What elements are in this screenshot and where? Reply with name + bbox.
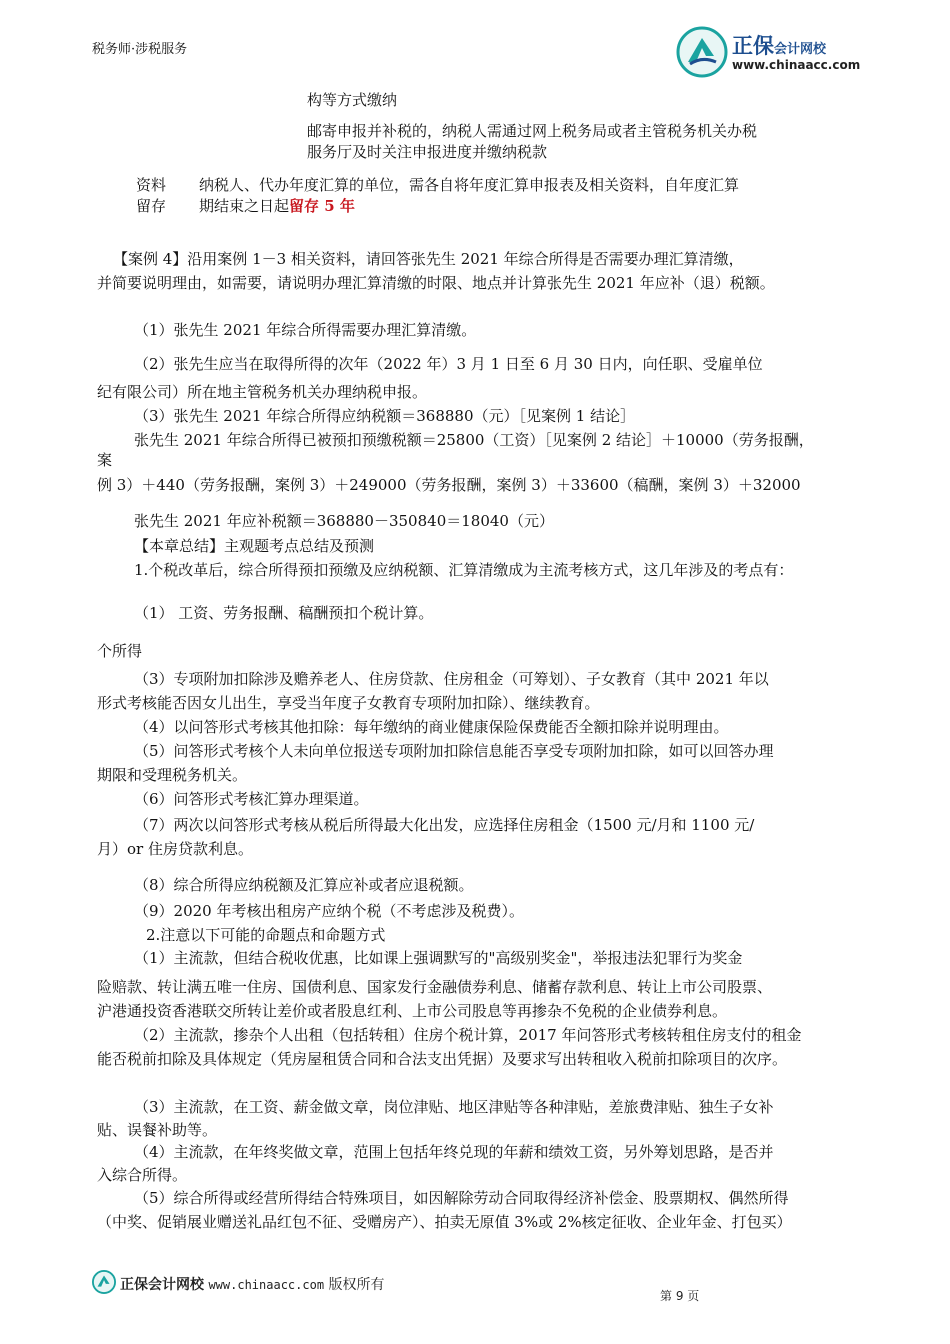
summary-2-5a: （5）综合所得或经营所得结合特殊项目，如因解除劳动合同取得经济补偿金、股票期权、偶然所得 <box>134 1189 789 1207</box>
table-row1-fragment <box>307 90 398 109</box>
summary-title: 【本章总结】主观题考点总结及预测 <box>134 537 375 555</box>
answer-2-fragment <box>134 354 763 373</box>
summary-2-2a: （2）主流款，掺杂个人出租（包括转租）住房个税计算，2017 年问答形式考核转租住房支付的租金 <box>134 1026 802 1044</box>
summary-point-1-7b: 月）or 住房贷款利息。 <box>97 840 253 858</box>
table-row2-line2-text: 服务厅及时关注申报进度并缴纳税款 <box>307 143 548 161</box>
summary-point-1-8: （8）综合所得应纳税额及汇算应补或者应退税额。 <box>134 876 474 894</box>
case-intro-line2: 并简要说明理由，如需要，请说明办理汇算清缴的时限、地点并计算张先生 2021 年应补（退）税额。 <box>97 274 775 292</box>
chinaacc-logo-icon <box>676 26 728 78</box>
summary-point-1-3-cont: 形式考核能否因女儿出生，享受当年度子女教育专项附加扣除）、继续教育。 <box>97 694 600 712</box>
case-intro-line1: 【案例 4】沿用案例 1－3 相关资料，请回答张先生 2021 年综合所得是否需要办理汇算清缴， <box>113 250 744 268</box>
summary-2-1-cont2: 沪港通投资香港联交所转让差价或者股息红利、上市公司股息等再掺杂不免税的企业债券利息。 <box>97 1002 728 1020</box>
summary-2-5b-fragment <box>97 1212 792 1231</box>
summary-point-1-5b: 期限和受理税务机关。 <box>97 766 248 784</box>
table-row3-label-2-fragment <box>136 196 167 215</box>
summary-point-1-1: （1） 工资、劳务报酬、稿酬预扣个税计算。 <box>134 604 434 622</box>
footer-brand: 正保会计网校 <box>120 1277 204 1293</box>
header-left-fragment <box>92 42 188 59</box>
summary-2-2b: 能否税前扣除及具体规定（凭房屋租赁合同和合法支出凭据）及要求写出转租收入税前扣除项目的次序。 <box>97 1050 788 1068</box>
summary-point-1-5a: （5）问答形式考核个人未向单位报送专项附加扣除信息能否享受专项附加扣除，如可以回答办理 <box>134 742 774 760</box>
summary-2-4a: （4）主流款，在年终奖做文章，范围上包括年终兑现的年薪和绩效工资，另外筹划思路，是否并 <box>134 1143 774 1161</box>
summary-2-1-cut-text: （1）主流款，但结合税收优惠，比如课上强调默写的"高级别奖金"，举报违法犯罪行为奖金 <box>134 949 743 967</box>
summary-2-5b-cut-text: （中奖、促销展业赠送礼品红包不征、受赠房产）、拍卖无原值 3%或 2%核定征收、企业年金、打包买） <box>97 1213 792 1231</box>
brand-url: www.chinaacc.com <box>732 58 861 72</box>
retention-start-text: 期结束之日起 <box>199 197 290 215</box>
table-row3-label-1: 资料 <box>136 176 167 194</box>
answer-2-cut-text: （2）张先生应当在取得所得的次年（2022 年）3 月 1 日至 6 月 30 日内，向任职、受雇单位 <box>134 355 763 373</box>
answer-2-cont: 纪有限公司）所在地主管税务机关办理纳税申报。 <box>97 383 428 401</box>
answer-3-case-wrap: 案 <box>97 451 113 469</box>
table-row3-line2-fragment <box>199 196 355 215</box>
summary-cut-text-b: （3）专项附加扣除涉及赡养老人、住房贷款、住房租金（可筹划）、子女教育（其中 2021 年以 <box>134 670 769 688</box>
answer-3-sum: 例 3）＋440（劳务报酬，案例 3）＋249000（劳务报酬，案例 3）＋33600（稿酬，案例 3）＋32000 <box>97 476 801 494</box>
table-row3-line1: 纳税人、代办年度汇算的单位，需各自将年度汇算申报表及相关资料，自年度汇算 <box>199 176 740 194</box>
header-left-text: 税务师·涉税服务 <box>92 42 188 57</box>
summary-point-1-4: （4）以问答形式考核其他扣除：每年缴纳的商业健康保险保费能否全额扣除并说明理由。 <box>134 718 729 736</box>
footer-page-number: 第 9 页 <box>660 1289 700 1303</box>
answer-3-prepaid: 张先生 2021 年综合所得已被预扣预缴税额＝25800（工资）［见案例 2 结论］＋10000（劳务报酬， <box>134 431 814 449</box>
footer-page-fragment <box>660 1288 700 1303</box>
brand-name: 正保 <box>732 34 774 58</box>
summary-cut-fragment-a <box>97 641 143 660</box>
summary-2-1-cont1: 险赔款、转让满五唯一住房、国债利息、国家发行金融债券利息、储蓄存款利息、转让上市公司股票、 <box>97 978 773 996</box>
brand-subname: 会计网校 <box>774 42 827 57</box>
table-row3-label-2: 留存 <box>136 197 167 215</box>
summary-point-2: 2.注意以下可能的命题点和命题方式 <box>146 926 386 944</box>
footer-rights: 版权所有 <box>328 1277 385 1293</box>
summary-2-3b: 贴、误餐补助等。 <box>97 1121 218 1139</box>
answer-3: （3）张先生 2021 年综合所得应纳税额＝368880（元）［见案例 1 结论］ <box>134 407 636 425</box>
summary-point-1: 1.个税改革后，综合所得预扣预缴及应纳税额、汇算清缴成为主流考核方式，这几年涉及的考点有： <box>134 561 794 579</box>
retention-period-highlight: 留存 5 年 <box>289 197 355 215</box>
table-row2-line2-fragment <box>307 142 548 161</box>
footer <box>92 1266 912 1302</box>
summary-point-1-9: （9）2020 年考核出租房产应纳个税（不考虑涉及税费）。 <box>134 902 524 920</box>
header-logo <box>672 22 872 82</box>
summary-2-1-fragment <box>134 948 743 967</box>
summary-2-3a: （3）主流款，在工资、薪金做文章，岗位津贴、地区津贴等各种津贴，差旅费津贴、独生子女补 <box>134 1098 774 1116</box>
summary-point-1-7a: （7）两次以问答形式考核从税后所得最大化出发，应选择住房租金（1500 元/月和 1100 元/ <box>134 816 755 834</box>
answer-1: （1）张先生 2021 年综合所得需要办理汇算清缴。 <box>134 321 477 339</box>
table-row1-text: 构等方式缴纳 <box>307 91 398 109</box>
footer-url: www.chinaacc.com <box>208 1278 325 1292</box>
summary-cut-text-a: 个所得 <box>97 642 143 660</box>
table-row2-line1: 邮寄申报并补税的，纳税人需通过网上税务局或者主管税务机关办税 <box>307 122 758 140</box>
footer-logo-icon <box>92 1270 116 1294</box>
summary-point-1-6: （6）问答形式考核汇算办理渠道。 <box>134 790 369 808</box>
summary-cut-fragment-b <box>134 669 769 688</box>
answer-3-due: 张先生 2021 年应补税额＝368880－350840＝18040（元） <box>134 512 554 530</box>
summary-2-4b: 入综合所得。 <box>97 1166 188 1184</box>
